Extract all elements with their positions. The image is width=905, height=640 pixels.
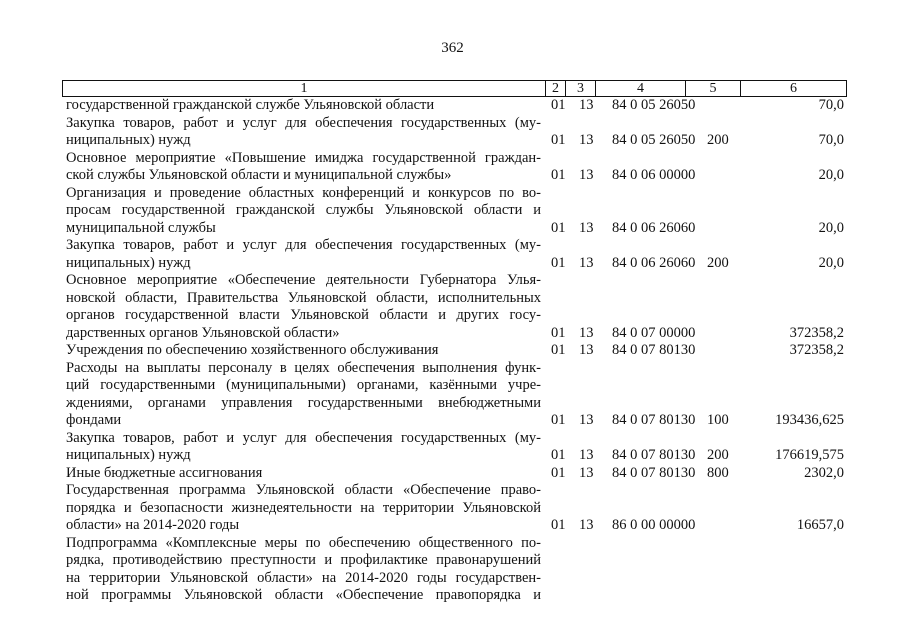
amount: 16657,0: [796, 517, 844, 533]
table-body: [0, 97, 905, 605]
target-article-code: 84 0 05 26050: [612, 132, 696, 148]
table-row: [0, 185, 905, 238]
table-row: [0, 535, 905, 605]
subsection-code: 13: [579, 132, 594, 148]
description-line: просам государственной гражданской службы Ульяновской области и: [66, 202, 541, 218]
amount: 372358,2: [789, 324, 844, 341]
row-codes: [0, 587, 905, 605]
description-line: ниципальных) нужд: [66, 254, 191, 271]
description-line: Подпрограмма «Комплексные меры по обеспечению общественного по-: [66, 534, 541, 551]
header-col-4: 4: [595, 81, 685, 96]
target-article-code: 84 0 06 00000: [612, 167, 696, 183]
subsection-code: 13: [579, 447, 594, 463]
expense-type-code: 200: [707, 132, 729, 148]
subsection-code: 13: [579, 167, 594, 183]
target-article-code: 84 0 05 26050: [612, 97, 696, 113]
row-codes: [0, 325, 905, 343]
description-line: на территории Ульяновской области» на 2014-2020 годы государствен-: [66, 569, 541, 586]
description-line: ций государственными (муниципальными) органами, казёнными учре-: [66, 377, 541, 393]
table-row: [0, 465, 905, 483]
amount: 20,0: [818, 219, 844, 236]
section-code: 01: [551, 254, 566, 271]
section-code: 01: [551, 132, 566, 148]
subsection-code: 13: [579, 464, 594, 481]
description-line: ной программы Ульяновской области «Обеспечение правопорядка и: [66, 587, 541, 603]
target-article-code: 84 0 07 80130: [612, 342, 696, 358]
row-codes: [0, 167, 905, 185]
target-article-code: 84 0 06 26060: [612, 254, 696, 271]
description-line: Основное мероприятие «Обеспечение деятельности Губернатора Улья-: [66, 272, 541, 288]
header-col-1: 1: [300, 81, 308, 96]
amount: 372358,2: [789, 342, 844, 358]
section-code: 01: [551, 412, 566, 428]
description-line: порядка и безопасности жизнедеятельности на территории Ульяновской: [66, 499, 541, 516]
description-line: Закупка товаров, работ и услуг для обеспечения государственных (му-: [66, 114, 541, 131]
description-line: Расходы на выплаты персоналу в целях обеспечения выполнения функ-: [66, 359, 541, 376]
section-code: 01: [551, 219, 566, 236]
description-line: дарственных органов Ульяновской области»: [66, 324, 340, 341]
subsection-code: 13: [579, 97, 594, 113]
section-code: 01: [551, 464, 566, 481]
row-codes: [0, 255, 905, 273]
table-header: [62, 80, 847, 97]
description-line: Учреждения по обеспечению хозяйственного обслуживания: [66, 342, 439, 358]
amount: 20,0: [818, 254, 844, 271]
description-line: ждениями, органами управления государственными внебюджетными: [66, 394, 541, 411]
header-col-6: 6: [740, 81, 846, 96]
row-codes: [0, 447, 905, 465]
subsection-code: 13: [579, 342, 594, 358]
table-row: [0, 272, 905, 342]
target-article-code: 84 0 07 80130: [612, 447, 696, 463]
description-line: ниципальных) нужд: [66, 132, 191, 148]
table-row: [0, 360, 905, 430]
table-row: [0, 430, 905, 465]
description-line: области» на 2014-2020 годы: [66, 517, 240, 533]
subsection-code: 13: [579, 219, 594, 236]
description-line: государственной гражданской службе Ульяновской области: [66, 97, 435, 113]
section-code: 01: [551, 447, 566, 463]
table-row: [0, 237, 905, 272]
description-line: Закупка товаров, работ и услуг для обеспечения государственных (му-: [66, 237, 541, 253]
description-line: рядка, противодействию преступности и профилактике правонарушений: [66, 552, 541, 568]
subsection-code: 13: [579, 517, 594, 533]
description-line: муниципальной службы: [66, 219, 216, 236]
section-code: 01: [551, 342, 566, 358]
description-line: фондами: [66, 412, 122, 428]
description-line: ской службы Ульяновской области и муниципальной службы»: [66, 167, 452, 183]
amount: 2302,0: [804, 464, 844, 481]
amount: 70,0: [818, 132, 844, 148]
expense-type-code: 200: [707, 447, 729, 463]
description-line: Организация и проведение областных конференций и конкурсов по во-: [66, 184, 541, 201]
amount: 176619,575: [775, 447, 844, 463]
section-code: 01: [551, 324, 566, 341]
expense-type-code: 100: [707, 412, 729, 428]
target-article-code: 84 0 07 80130: [612, 412, 696, 428]
header-col-3: 3: [565, 81, 595, 96]
subsection-code: 13: [579, 254, 594, 271]
description-line: Основное мероприятие «Повышение имиджа государственной граждан-: [66, 149, 541, 166]
description-line: новской области, Правительства Ульяновской области, исполнительных: [66, 289, 541, 306]
description-line: органов государственной власти Ульяновской области и других госу-: [66, 307, 541, 323]
description-line: Государственная программа Ульяновской области «Обеспечение право-: [66, 482, 541, 498]
target-article-code: 84 0 07 80130: [612, 464, 696, 481]
row-codes: [0, 465, 905, 483]
subsection-code: 13: [579, 412, 594, 428]
section-code: 01: [551, 167, 566, 183]
table-row: [0, 97, 905, 115]
row-codes: [0, 132, 905, 150]
amount: 20,0: [818, 167, 844, 183]
table-row: [0, 150, 905, 185]
expense-type-code: 800: [707, 464, 729, 481]
header-col-5: 5: [685, 81, 740, 96]
row-codes: [0, 342, 905, 360]
row-codes: [0, 412, 905, 430]
table-row: [0, 115, 905, 150]
amount: 193436,625: [775, 412, 844, 428]
target-article-code: 86 0 00 00000: [612, 517, 696, 533]
expense-type-code: 200: [707, 254, 729, 271]
table-row: [0, 482, 905, 535]
description-line: Закупка товаров, работ и услуг для обеспечения государственных (му-: [66, 429, 541, 446]
description-line: ниципальных) нужд: [66, 447, 191, 463]
section-code: 01: [551, 97, 566, 113]
section-code: 01: [551, 517, 566, 533]
page-number: 362: [441, 40, 464, 56]
row-codes: [0, 97, 905, 115]
row-codes: [0, 517, 905, 535]
amount: 70,0: [818, 97, 844, 113]
header-col-2: 2: [545, 81, 565, 96]
target-article-code: 84 0 06 26060: [612, 219, 696, 236]
target-article-code: 84 0 07 00000: [612, 324, 696, 341]
subsection-code: 13: [579, 324, 594, 341]
row-codes: [0, 220, 905, 238]
table-row: [0, 342, 905, 360]
description-line: Иные бюджетные ассигнования: [66, 464, 263, 481]
